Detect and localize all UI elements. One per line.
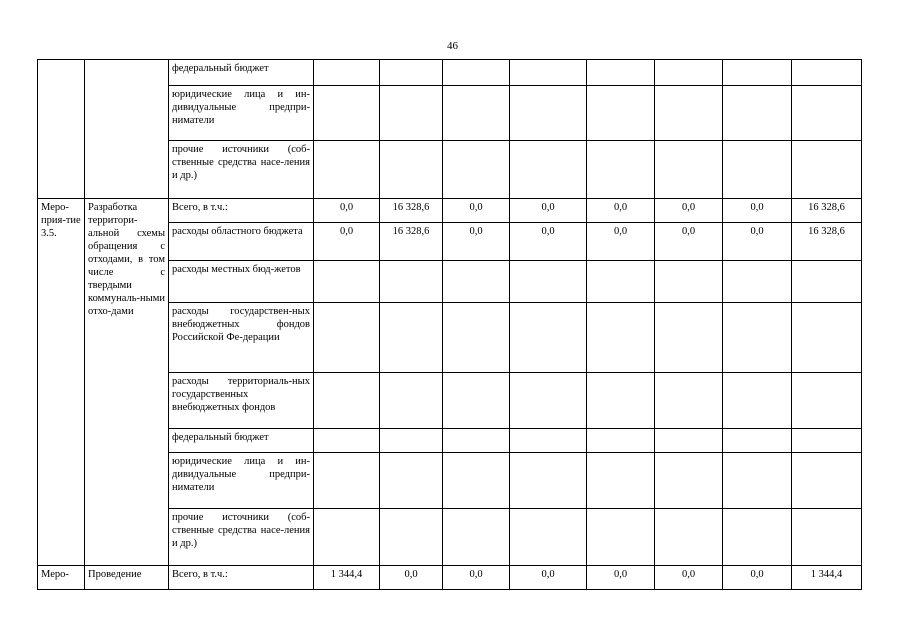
value-cell [443, 86, 510, 141]
value-cell [723, 509, 792, 566]
value-cell [723, 141, 792, 199]
funding-source: расходы областного бюджета [169, 223, 314, 261]
funding-source: расходы территориаль-ных государственных внебюджетных фондов [169, 373, 314, 429]
value-cell [443, 453, 510, 509]
value-cell [443, 429, 510, 453]
value-cell [443, 141, 510, 199]
value-cell: 0,0 [655, 199, 723, 223]
value-cell [723, 453, 792, 509]
funding-source: Всего, в т.ч.: [169, 566, 314, 590]
value-cell [314, 86, 380, 141]
value-cell [380, 429, 443, 453]
value-cell [314, 429, 380, 453]
funding-source: федеральный бюджет [169, 60, 314, 86]
value-cell [443, 509, 510, 566]
table-row [38, 199, 862, 223]
measure-label-cell [38, 60, 85, 199]
value-cell [510, 373, 587, 429]
value-cell [587, 303, 655, 373]
value-cell [510, 453, 587, 509]
value-cell [792, 141, 862, 199]
value-cell: 0,0 [380, 566, 443, 590]
value-cell [655, 303, 723, 373]
value-cell [314, 261, 380, 303]
value-cell [655, 509, 723, 566]
funding-source: расходы местных бюд-жетов [169, 261, 314, 303]
measure-label: Меро-прия-тие 3.5. [38, 199, 85, 566]
value-cell [792, 86, 862, 141]
value-cell [587, 86, 655, 141]
value-cell: 0,0 [587, 223, 655, 261]
value-cell [723, 429, 792, 453]
value-cell [587, 141, 655, 199]
value-cell [380, 261, 443, 303]
value-cell [792, 373, 862, 429]
value-cell [655, 453, 723, 509]
funding-source: прочие источники (соб-ственные средства насе-ления и др.) [169, 141, 314, 199]
value-cell [587, 429, 655, 453]
value-cell: 0,0 [443, 199, 510, 223]
value-cell [314, 60, 380, 86]
page-number: 46 [447, 40, 458, 52]
value-cell: 16 328,6 [380, 199, 443, 223]
value-cell: 1 344,4 [792, 566, 862, 590]
value-cell [723, 373, 792, 429]
value-cell [510, 303, 587, 373]
value-cell [443, 60, 510, 86]
value-cell [510, 429, 587, 453]
value-cell: 0,0 [443, 566, 510, 590]
value-cell [587, 453, 655, 509]
value-cell [655, 429, 723, 453]
value-cell: 0,0 [723, 199, 792, 223]
value-cell [380, 303, 443, 373]
value-cell: 16 328,6 [792, 223, 862, 261]
value-cell: 16 328,6 [380, 223, 443, 261]
funding-source: расходы государствен-ных внебюджетных фондов Российской Фе-дерации [169, 303, 314, 373]
value-cell [443, 303, 510, 373]
value-cell: 0,0 [587, 566, 655, 590]
value-cell [510, 261, 587, 303]
value-cell [380, 60, 443, 86]
value-cell: 0,0 [510, 223, 587, 261]
value-cell [655, 141, 723, 199]
value-cell: 16 328,6 [792, 199, 862, 223]
value-cell [587, 261, 655, 303]
value-cell [792, 509, 862, 566]
value-cell [792, 261, 862, 303]
value-cell [510, 509, 587, 566]
value-cell [314, 141, 380, 199]
value-cell [723, 303, 792, 373]
value-cell [314, 303, 380, 373]
value-cell [380, 373, 443, 429]
table-row [38, 566, 862, 590]
value-cell [792, 429, 862, 453]
value-cell [314, 509, 380, 566]
value-cell: 0,0 [587, 199, 655, 223]
value-cell [792, 60, 862, 86]
budget-table [37, 59, 862, 590]
value-cell [380, 141, 443, 199]
value-cell [792, 303, 862, 373]
value-cell: 0,0 [723, 566, 792, 590]
value-cell [443, 373, 510, 429]
value-cell [314, 453, 380, 509]
value-cell [723, 60, 792, 86]
value-cell [510, 141, 587, 199]
value-cell: 0,0 [510, 199, 587, 223]
value-cell [314, 373, 380, 429]
funding-source: Всего, в т.ч.: [169, 199, 314, 223]
measure-label: Меро- [38, 566, 85, 590]
value-cell [380, 453, 443, 509]
value-cell: 0,0 [510, 566, 587, 590]
value-cell [380, 509, 443, 566]
value-cell: 0,0 [655, 566, 723, 590]
value-cell: 0,0 [655, 223, 723, 261]
funding-source: юридические лица и ин-дивидуальные предпри-ниматели [169, 86, 314, 141]
value-cell [655, 261, 723, 303]
value-cell [587, 373, 655, 429]
value-cell [792, 453, 862, 509]
value-cell [655, 373, 723, 429]
funding-source: прочие источники (соб-ственные средства насе-ления и др.) [169, 509, 314, 566]
measure-description: Разработка территори-альной схемы обращения с отходами, в том числе с твердыми коммуналь-ными отхо-дами [85, 199, 169, 566]
table-row [38, 60, 862, 86]
funding-source: юридические лица и ин-дивидуальные предпри-ниматели [169, 453, 314, 509]
value-cell: 0,0 [723, 223, 792, 261]
value-cell [510, 60, 587, 86]
value-cell [655, 60, 723, 86]
value-cell: 0,0 [443, 223, 510, 261]
value-cell [587, 60, 655, 86]
value-cell: 0,0 [314, 223, 380, 261]
funding-source: федеральный бюджет [169, 429, 314, 453]
measure-description-cell [85, 60, 169, 199]
value-cell: 1 344,4 [314, 566, 380, 590]
value-cell [723, 86, 792, 141]
value-cell [587, 509, 655, 566]
measure-description: Проведение [85, 566, 169, 590]
value-cell [443, 261, 510, 303]
value-cell [655, 86, 723, 141]
value-cell [380, 86, 443, 141]
value-cell [510, 86, 587, 141]
value-cell: 0,0 [314, 199, 380, 223]
value-cell [723, 261, 792, 303]
